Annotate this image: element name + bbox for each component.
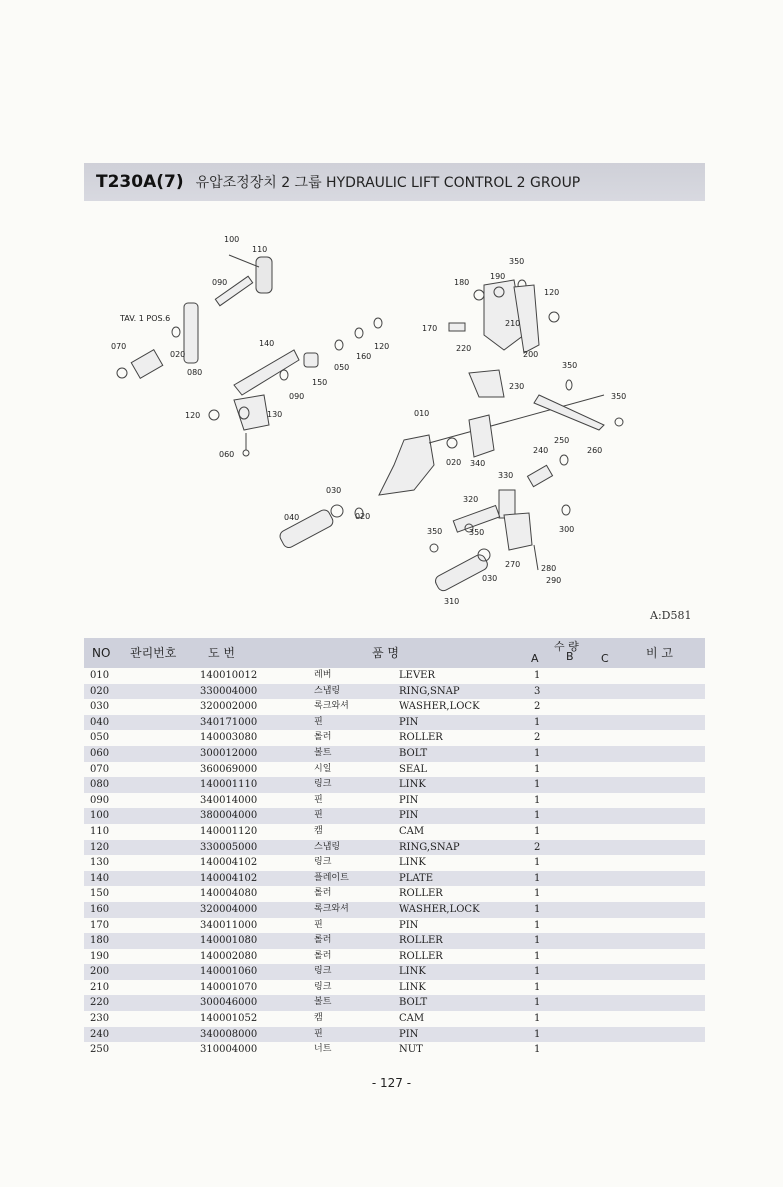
row-name-en: WASHER,LOCK: [399, 701, 480, 713]
row-qty-a: 1: [534, 763, 541, 775]
row-name-kr: 캠: [314, 825, 323, 836]
row-name-en: WASHER,LOCK: [399, 903, 480, 915]
table-row: [84, 933, 705, 949]
row-name-kr: 볼트: [314, 747, 332, 758]
row-qty-a: 1: [534, 935, 541, 947]
row-no: 250: [90, 1044, 110, 1056]
header-part-name: 품 명: [372, 646, 399, 660]
page-number: - 127 -: [371, 1076, 412, 1090]
table-row: [84, 1011, 705, 1027]
table-row: [84, 902, 705, 918]
row-name-kr: 핀: [314, 794, 323, 805]
row-no: 220: [90, 997, 110, 1009]
row-no: 080: [90, 779, 110, 791]
svg-text:120: 120: [544, 288, 560, 297]
parts-table-body: [84, 668, 705, 1058]
section-code: T230A(7): [96, 172, 184, 192]
row-name-kr: 록크와셔: [314, 903, 349, 914]
svg-text:330: 330: [498, 471, 514, 480]
table-row: [84, 808, 705, 824]
table-row: [84, 949, 705, 965]
table-row: [84, 840, 705, 856]
row-qty-a: 1: [534, 1044, 541, 1056]
row-name-en: PIN: [399, 919, 419, 931]
row-no: 060: [90, 747, 110, 759]
svg-text:340: 340: [470, 459, 486, 468]
row-name-kr: 링크: [314, 966, 332, 977]
table-row: [84, 918, 705, 934]
row-qty-a: 1: [534, 670, 541, 681]
svg-text:TAV. 1 POS.6: TAV. 1 POS.6: [120, 314, 171, 323]
row-name-kr: 플레이트: [314, 872, 349, 883]
table-row: [84, 1042, 705, 1058]
row-part-number: 140001110: [200, 779, 258, 791]
header-qty-a: A: [531, 652, 539, 665]
row-part-number: 360069000: [200, 763, 258, 775]
row-name-en: ROLLER: [399, 888, 443, 900]
svg-text:090: 090: [289, 392, 305, 401]
row-name-kr: 핀: [314, 1028, 323, 1039]
row-name-en: LINK: [399, 981, 426, 993]
svg-text:220: 220: [456, 344, 472, 353]
table-row: [84, 871, 705, 887]
row-qty-a: 1: [534, 950, 541, 962]
row-part-number: 140001052: [200, 1013, 258, 1025]
row-name-kr: 링크: [314, 779, 332, 790]
svg-text:290: 290: [546, 576, 562, 585]
svg-text:020: 020: [446, 458, 462, 467]
table-row: [84, 762, 705, 778]
svg-text:030: 030: [326, 486, 342, 495]
row-part-number: 330004000: [200, 685, 258, 697]
svg-text:230: 230: [509, 382, 525, 391]
row-part-number: 140001080: [200, 935, 258, 947]
row-name-kr: 스냅링: [314, 841, 341, 852]
row-name-en: SEAL: [399, 763, 428, 775]
svg-text:280: 280: [541, 564, 557, 573]
svg-text:200: 200: [523, 350, 539, 359]
row-part-number: 140001070: [200, 981, 258, 993]
row-part-number: 140004080: [200, 888, 258, 900]
row-qty-a: 2: [534, 841, 541, 853]
row-no: 210: [90, 981, 110, 993]
svg-text:060: 060: [219, 450, 235, 459]
row-qty-a: 1: [534, 903, 541, 915]
row-name-en: BOLT: [399, 997, 428, 1009]
svg-text:240: 240: [533, 446, 549, 455]
row-no: 170: [90, 919, 110, 931]
svg-text:090: 090: [212, 278, 228, 287]
row-name-en: ROLLER: [399, 935, 443, 947]
row-no: 090: [90, 794, 110, 806]
table-row: [84, 684, 705, 700]
row-qty-a: 1: [534, 966, 541, 978]
row-qty-a: 2: [534, 732, 541, 744]
row-part-number: 140001060: [200, 966, 258, 978]
svg-text:120: 120: [374, 342, 390, 351]
table-row: [84, 964, 705, 980]
svg-text:180: 180: [454, 278, 470, 287]
table-row: [84, 746, 705, 762]
header-no: NO: [92, 646, 111, 660]
row-qty-a: 1: [534, 779, 541, 791]
header-quantity: 수 량: [554, 640, 579, 653]
header-management-number: 관리번호: [130, 646, 177, 660]
row-name-kr: 시일: [314, 763, 332, 774]
row-name-en: LINK: [399, 857, 426, 869]
svg-text:110: 110: [252, 245, 268, 254]
row-name-kr: 롤러: [314, 950, 332, 961]
row-qty-a: 1: [534, 888, 541, 900]
svg-text:010: 010: [414, 409, 430, 418]
svg-text:190: 190: [490, 272, 506, 281]
row-name-en: PIN: [399, 810, 419, 822]
svg-text:270: 270: [505, 560, 521, 569]
row-no: 240: [90, 1028, 110, 1040]
row-name-kr: 핀: [314, 919, 323, 930]
row-qty-a: 1: [534, 794, 541, 806]
row-name-kr: 롤러: [314, 732, 332, 743]
svg-text:020: 020: [355, 512, 371, 521]
row-qty-a: 1: [534, 1028, 541, 1040]
row-qty-a: 1: [534, 981, 541, 993]
row-no: 110: [90, 825, 110, 837]
table-row: [84, 886, 705, 902]
table-row: [84, 730, 705, 746]
row-part-number: 330005000: [200, 841, 258, 853]
header-qty-b: B: [566, 650, 574, 663]
row-name-en: BOLT: [399, 747, 428, 759]
row-part-number: 320004000: [200, 903, 258, 915]
row-qty-a: 1: [534, 810, 541, 822]
row-part-number: 140002080: [200, 950, 258, 962]
row-name-en: RING,SNAP: [399, 685, 460, 697]
row-part-number: 340014000: [200, 794, 258, 806]
row-no: 010: [90, 670, 110, 681]
svg-text:080: 080: [187, 368, 203, 377]
svg-text:040: 040: [284, 513, 300, 522]
row-no: 040: [90, 716, 110, 728]
svg-text:350: 350: [509, 257, 525, 266]
table-row: [84, 980, 705, 996]
svg-text:140: 140: [259, 339, 275, 348]
svg-text:310: 310: [444, 597, 460, 606]
row-part-number: 340171000: [200, 716, 258, 728]
row-name-kr: 레버: [314, 670, 332, 680]
svg-text:150: 150: [312, 378, 328, 387]
row-name-en: PLATE: [399, 872, 434, 884]
svg-text:260: 260: [587, 446, 603, 455]
svg-text:070: 070: [111, 342, 127, 351]
svg-text:350: 350: [427, 527, 443, 536]
row-no: 120: [90, 841, 110, 853]
row-qty-a: 3: [534, 685, 541, 697]
row-name-en: RING,SNAP: [399, 841, 460, 853]
row-no: 150: [90, 888, 110, 900]
row-name-en: NUT: [399, 1044, 423, 1056]
svg-text:030: 030: [482, 574, 498, 583]
svg-text:210: 210: [505, 319, 521, 328]
row-no: 200: [90, 966, 110, 978]
row-qty-a: 1: [534, 919, 541, 931]
row-no: 100: [90, 810, 110, 822]
row-qty-a: 1: [534, 997, 541, 1009]
row-part-number: 300012000: [200, 747, 258, 759]
table-row: [84, 855, 705, 871]
row-part-number: 140004102: [200, 857, 258, 869]
row-name-en: CAM: [399, 825, 425, 837]
row-part-number: 340008000: [200, 1028, 258, 1040]
row-qty-a: 1: [534, 1013, 541, 1025]
table-row: [84, 1027, 705, 1043]
row-name-kr: 핀: [314, 716, 323, 727]
row-name-kr: 핀: [314, 810, 323, 821]
row-qty-a: 1: [534, 716, 541, 728]
table-row: [84, 793, 705, 809]
row-name-kr: 롤러: [314, 935, 332, 946]
svg-text:300: 300: [559, 525, 575, 534]
row-qty-a: 1: [534, 747, 541, 759]
row-qty-a: 1: [534, 825, 541, 837]
row-name-en: PIN: [399, 1028, 419, 1040]
figure-id: A:D581: [650, 609, 692, 622]
svg-text:350: 350: [469, 528, 485, 537]
row-name-kr: 스냅링: [314, 685, 341, 696]
table-row: [84, 995, 705, 1011]
svg-text:100: 100: [224, 235, 240, 244]
row-name-en: ROLLER: [399, 732, 443, 744]
table-row: [84, 699, 705, 715]
row-name-kr: 볼트: [314, 997, 332, 1008]
row-no: 070: [90, 763, 110, 775]
row-no: 180: [90, 935, 110, 947]
section-title-bar: [84, 163, 705, 201]
row-name-en: LEVER: [399, 670, 435, 681]
row-name-kr: 록크와셔: [314, 701, 349, 712]
header-drawing-number: 도 번: [208, 646, 235, 660]
row-name-kr: 링크: [314, 857, 332, 868]
row-name-en: CAM: [399, 1013, 425, 1025]
row-part-number: 310004000: [200, 1044, 258, 1056]
svg-text:320: 320: [463, 495, 479, 504]
row-part-number: 140001120: [200, 825, 258, 837]
svg-text:020: 020: [170, 350, 186, 359]
row-no: 230: [90, 1013, 110, 1025]
row-no: 140: [90, 872, 110, 884]
row-name-en: LINK: [399, 779, 426, 791]
row-no: 130: [90, 857, 110, 869]
row-qty-a: 1: [534, 857, 541, 869]
svg-text:050: 050: [334, 363, 350, 372]
row-part-number: 320002000: [200, 701, 258, 713]
table-row: [84, 668, 705, 684]
svg-text:250: 250: [554, 436, 570, 445]
row-qty-a: 2: [534, 701, 541, 713]
header-qty-c: C: [601, 652, 609, 665]
parts-table-header: [84, 638, 705, 668]
row-name-kr: 캠: [314, 1013, 323, 1024]
table-row: [84, 824, 705, 840]
svg-text:350: 350: [562, 361, 578, 370]
row-no: 160: [90, 903, 110, 915]
row-name-en: PIN: [399, 794, 419, 806]
row-no: 190: [90, 950, 110, 962]
row-part-number: 380004000: [200, 810, 258, 822]
row-name-kr: 너트: [314, 1044, 332, 1055]
header-remarks: 비 고: [646, 646, 673, 660]
row-part-number: 140010012: [200, 670, 258, 681]
row-no: 050: [90, 732, 110, 744]
row-part-number: 140004102: [200, 872, 258, 884]
row-name-kr: 롤러: [314, 888, 332, 899]
table-row: [84, 715, 705, 731]
row-part-number: 340011000: [200, 919, 258, 931]
row-no: 030: [90, 701, 110, 713]
exploded-parts-diagram: [84, 225, 705, 620]
svg-text:170: 170: [422, 324, 438, 333]
svg-text:350: 350: [611, 392, 627, 401]
svg-text:130: 130: [267, 410, 283, 419]
row-no: 020: [90, 685, 110, 697]
svg-text:160: 160: [356, 352, 372, 361]
row-name-kr: 링크: [314, 981, 332, 992]
section-title: 유압조정장치 2 그룹 HYDRAULIC LIFT CONTROL 2 GROUP: [195, 175, 581, 191]
row-qty-a: 1: [534, 872, 541, 884]
row-part-number: 140003080: [200, 732, 258, 744]
row-name-en: LINK: [399, 966, 426, 978]
svg-text:120: 120: [185, 411, 201, 420]
row-part-number: 300046000: [200, 997, 258, 1009]
row-name-en: ROLLER: [399, 950, 443, 962]
row-name-en: PIN: [399, 716, 419, 728]
table-row: [84, 777, 705, 793]
